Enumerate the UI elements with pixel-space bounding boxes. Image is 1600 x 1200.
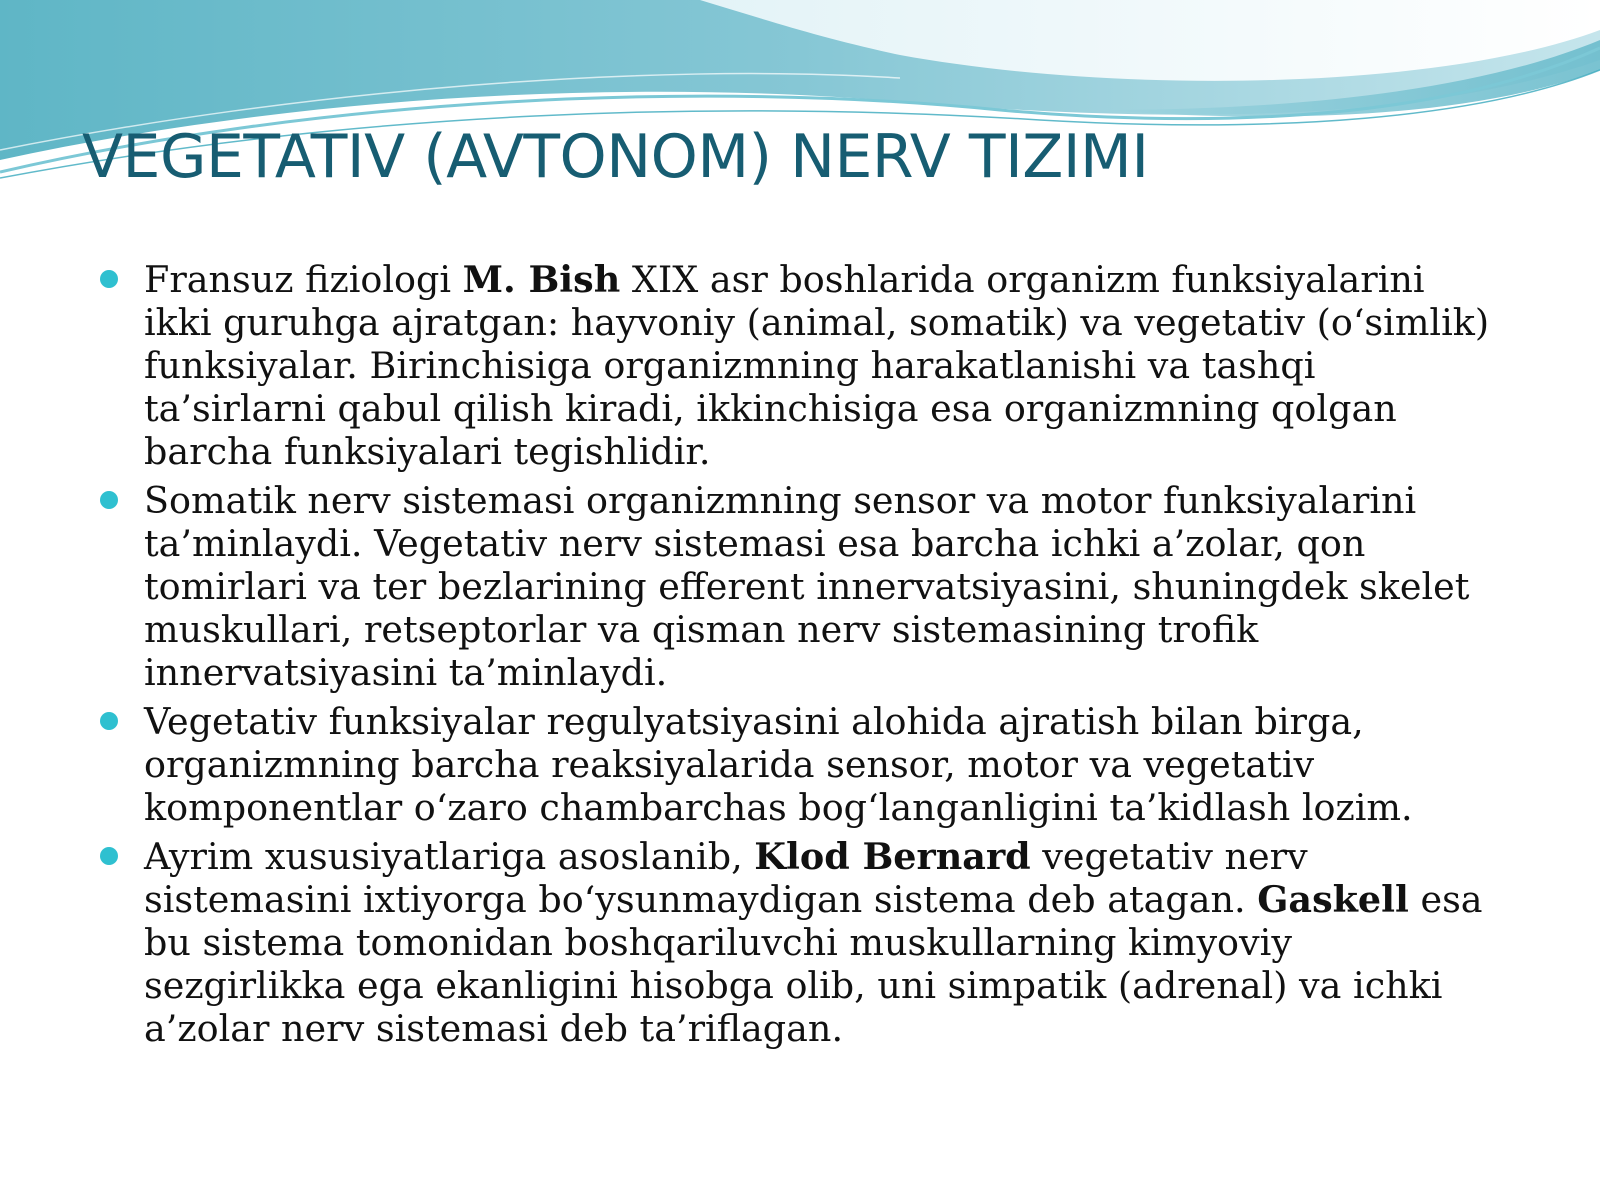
bullet-text xyxy=(144,258,1489,473)
text-span: Ayrim xususiyatlariga asoslanib, xyxy=(144,835,755,878)
text-span: Fransuz fiziologi xyxy=(144,258,463,301)
bullet-text xyxy=(144,479,1469,694)
bullet-text xyxy=(144,835,1483,1050)
bullet-text xyxy=(144,700,1413,829)
slide-title: VEGETATIV (AVTONOM) NERV TIZIMI xyxy=(82,122,1149,192)
text-span: XIX asr boshlarida organizm funksiyalarini ikki guruhga ajratgan: hayvoniy (animal, somatik) va vegetativ (o‘simlik) funksiyalar. Birinchisiga organizmning harakatlanishi va tashqi ta’sirlarni qabul qilish kiradi, ikkinchisiga esa organizmning qolgan barcha funksiyalari tegishlidir. xyxy=(144,258,1490,473)
bullet-dot-icon xyxy=(100,712,118,730)
text-span: Vegetativ funksiyalar regulyatsiyasini alohida ajratish bilan birga, organizmning barcha reaksiyalarida sensor, motor va vegetativ komponentlar o‘zaro chambarchas bog‘langanligini ta’kidlash lozim. xyxy=(144,700,1413,829)
bullet-dot-icon xyxy=(100,847,118,865)
bullet-dot-icon xyxy=(100,491,118,509)
bullet-item xyxy=(100,479,1500,694)
bullet-item xyxy=(100,835,1500,1050)
bullet-item xyxy=(100,258,1500,473)
text-span: Somatik nerv sistemasi organizmning sensor va motor funksiyalarini ta’minlaydi. Vegetativ nerv sistemasi esa barcha ichki a’zolar, qon tomirlari va ter bezlarining efferent innervatsiyasini, shuningdek skelet muskullari, retseptorlar va qisman nerv sistemasining trofik innervatsiyasini ta’minlaydi. xyxy=(144,479,1470,694)
text-span: esa bu sistema tomonidan boshqariluvchi muskullarning kimyoviy sezgirlikka ega ekanligini hisobga olib, uni simpatik (adrenal) va ichki a’zolar nerv sistemasi deb ta’riflagan. xyxy=(144,878,1483,1050)
bullet-item xyxy=(100,700,1500,829)
text-span: vegetativ nerv sistemasini ixtiyorga bo‘ysunmaydigan sistema deb atagan. xyxy=(144,835,1308,921)
bullet-dot-icon xyxy=(100,270,118,288)
bold-name: Klod Bernard xyxy=(754,835,1031,878)
bullet-list xyxy=(100,258,1500,1056)
bold-name: M. Bish xyxy=(462,258,621,301)
bold-name: Gaskell xyxy=(1257,878,1409,921)
